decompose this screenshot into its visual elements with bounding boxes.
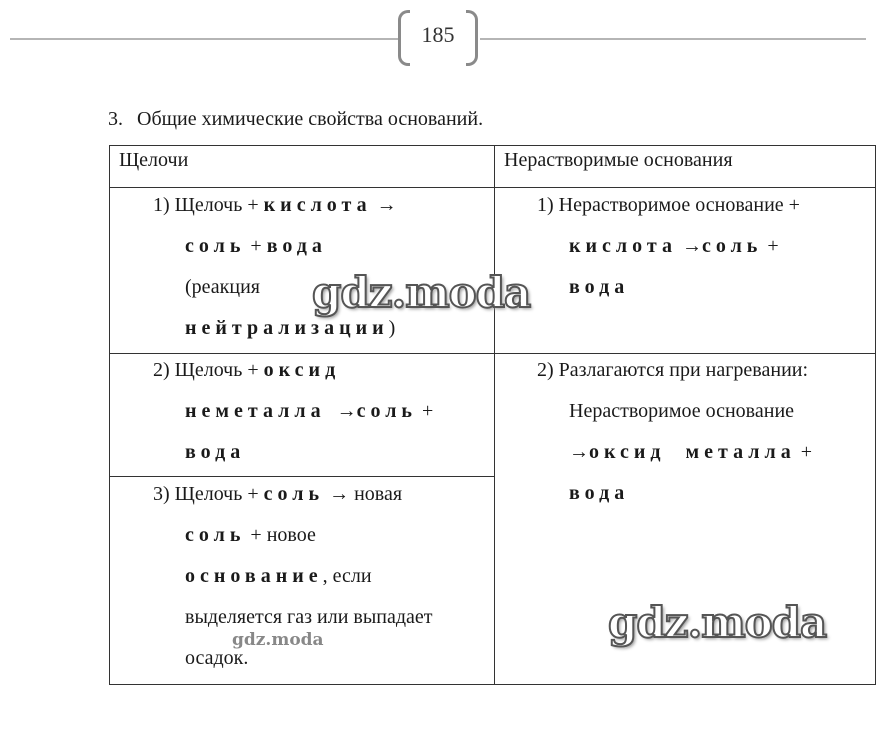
section-title (108, 108, 483, 131)
insoluble-p1-line2 (569, 226, 779, 267)
term-base: основание (185, 565, 323, 587)
term-water: вода (185, 441, 246, 463)
text: + новое (245, 524, 316, 546)
arrow: → (676, 235, 702, 257)
alkali-p1-line1 (153, 185, 397, 226)
insoluble-p2-line4 (569, 473, 629, 514)
text: + (795, 441, 813, 463)
section-number: 3. (108, 108, 123, 130)
header-rule-left (10, 38, 398, 40)
insoluble-p1-line3 (569, 267, 629, 308)
term-salt: соль (263, 483, 325, 505)
alkali-p2-line3 (185, 432, 245, 473)
text: + (762, 235, 779, 257)
bracket-right (466, 10, 478, 66)
alkali-p1-line2 (185, 226, 327, 267)
text: + (245, 235, 267, 257)
watermark-small: gdz.moda (232, 630, 324, 650)
table-border-left (109, 145, 110, 685)
alkali-p3-line1 (153, 474, 402, 515)
alkali-p3-line4: выделяется газ или выпадает (185, 606, 433, 628)
page-number: 185 (421, 22, 455, 47)
term-salt: соль (185, 524, 246, 546)
term-water: вода (266, 235, 327, 257)
insoluble-p2-line3 (569, 432, 812, 473)
watermark-center: gdz.moda (312, 268, 531, 317)
text: 1) Щелочь + (153, 194, 264, 216)
text: 2) Щелочь + (153, 359, 264, 381)
arrow: → (569, 441, 589, 463)
insoluble-p1-line1: 1) Нерастворимое основание + (537, 194, 800, 216)
term-salt: соль (701, 235, 763, 257)
term-acid: кислота (263, 194, 372, 216)
header-insoluble: Нерастворимые основания (504, 149, 733, 171)
text: + (417, 400, 434, 422)
insoluble-p2-line2: Нерастворимое основание (569, 400, 795, 422)
alkali-p2-line2 (185, 391, 433, 432)
table-border-top (109, 145, 876, 146)
bracket-left (398, 10, 410, 66)
term-water: вода (569, 276, 630, 298)
term-acid: кислота (569, 235, 677, 257)
alkali-p1-line3: (реакция (185, 276, 260, 298)
insoluble-p2-line1: 2) Разлагаются при нагревании: (537, 359, 809, 381)
text: ) (388, 317, 396, 339)
text: , если (322, 565, 372, 587)
alkali-p3-line2 (185, 515, 316, 556)
alkali-p3-line5: осадок. (185, 647, 249, 669)
term-salt: соль (185, 235, 246, 257)
term-oxide: оксид (263, 359, 341, 381)
page-number-frame (398, 10, 478, 66)
table-border-right (875, 145, 876, 685)
text: → новая (324, 483, 403, 505)
text: 3) Щелочь + (153, 483, 264, 505)
arrow: → (371, 194, 397, 216)
term-neutralization: нейтрализации (185, 317, 389, 339)
watermark-bottom-right: gdz.moda (608, 598, 827, 647)
alkali-p3-line3 (185, 556, 372, 597)
arrow: → (331, 400, 357, 422)
section-title-text: Общие химические свойства оснований. (137, 108, 484, 130)
term-metal-oxide: оксид металла (589, 441, 796, 463)
header-rule-right (480, 38, 866, 40)
header-alkali: Щелочи (119, 149, 189, 171)
table-border-bottom (109, 684, 876, 685)
term-salt: соль (356, 400, 418, 422)
term-nonmetal: неметалла (185, 400, 326, 422)
term-water: вода (569, 482, 630, 504)
alkali-p2-line1 (153, 350, 340, 391)
table-column-divider (494, 145, 495, 685)
